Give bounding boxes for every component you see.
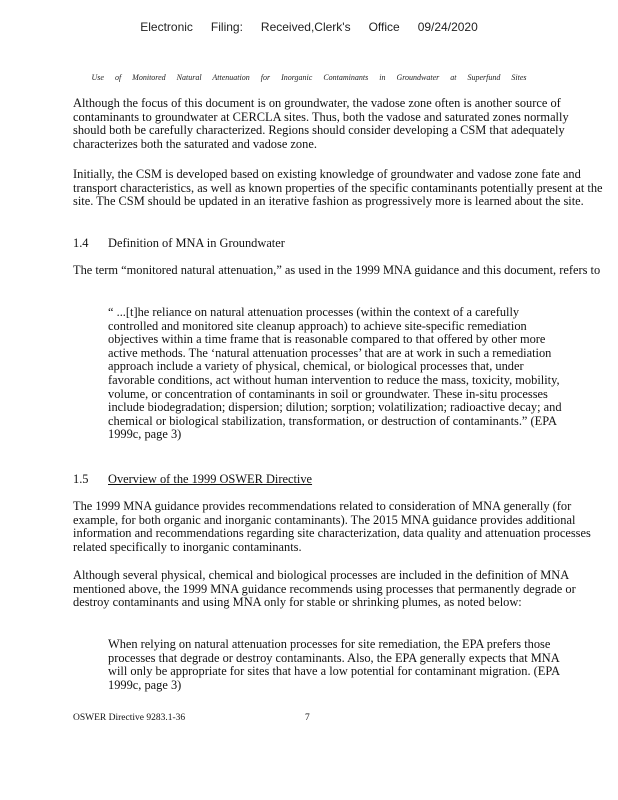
stamp-date: 09/24/2020 bbox=[417, 20, 478, 34]
running-header: Use of Monitored Natural Attenuation for Inorganic Contaminants in Groundwater at Superfund Sites bbox=[91, 73, 527, 82]
paragraph-vadose-zone: Although the focus of this document is on groundwater, the vadose zone often is another source of contaminants to groundwater at CERCLA sites. Thus, both the vadose and saturated zones normally should both be carefully characterized. Regions should consider developing a CSM that adequately characterizes both the saturated and vadose zone. bbox=[73, 96, 569, 151]
section-title: Definition of MNA in Groundwater bbox=[108, 236, 285, 250]
stamp-filing: Filing: bbox=[210, 20, 243, 34]
paragraph-csm: Initially, the CSM is developed based on existing knowledge of groundwater and vadose zone fate and transport characteristics, as well as known properties of the specific contaminants potentially present at the site. The CSM should be updated in an iterative fashion as progressively more is learned about the site. bbox=[73, 167, 603, 209]
footer-directive: OSWER Directive 9283.1-36 bbox=[73, 713, 186, 723]
section-number: 1.4 bbox=[73, 236, 89, 250]
paragraph-1999-guidance: The 1999 MNA guidance provides recommendations related to consideration of MNA generally (for example, for both organic and inorganic contaminants). The 2015 MNA guidance provides additional information and recommendations regarding site characterization, data quality and attenuation processes related specifically to inorganic contaminants. bbox=[73, 499, 591, 554]
section-title: Overview of the 1999 OSWER Directive bbox=[108, 472, 313, 486]
paragraph-processes: Although several physical, chemical and biological processes are included in the definition of MNA mentioned above, the 1999 MNA guidance recommends using processes that permanently degrade or destroy contaminants and using MNA only for stable or shrinking plumes, as noted below: bbox=[73, 568, 576, 610]
filing-stamp bbox=[0, 20, 618, 34]
quote-mna-definition: “ ...[t]he reliance on natural attenuation processes (within the context of a carefully controlled and monitored site cleanup approach) to achieve site-specific remediation objectives within a time frame that is reasonable compared to that offered by other more active methods. The ‘natural attenuation processes’ that are at work in such a remediation approach include a variety of physical, chemical, or biological processes that, under favorable conditions, act without human intervention to reduce the mass, toxicity, mobility, volume, or concentration of contaminants in soil or groundwater. These in-situ processes include biodegradation; dispersion; dilution; sorption; volatilization; radioactive decay; and chemical or biological stabilization, transformation, or destruction of contaminants.” (EPA 1999c, page 3) bbox=[108, 305, 562, 442]
section-number: 1.5 bbox=[73, 472, 89, 486]
stamp-office: Office bbox=[368, 20, 400, 34]
stamp-electronic: Electronic bbox=[140, 20, 193, 34]
page-number: 7 bbox=[305, 713, 310, 723]
stamp-received: Received,Clerk's bbox=[260, 20, 351, 34]
section-heading-1-5 bbox=[73, 472, 312, 486]
paragraph-term-definition: The term “monitored natural attenuation,” as used in the 1999 MNA guidance and this document, refers to bbox=[73, 263, 601, 277]
quote-epa-preference: When relying on natural attenuation processes for site remediation, the EPA prefers those processes that degrade or destroy contaminants. Also, the EPA generally expects that MNA will only be appropriate for sites that have a low potential for contaminant migration. (EPA 1999c, page 3) bbox=[108, 637, 560, 692]
section-heading-1-4 bbox=[73, 236, 285, 250]
